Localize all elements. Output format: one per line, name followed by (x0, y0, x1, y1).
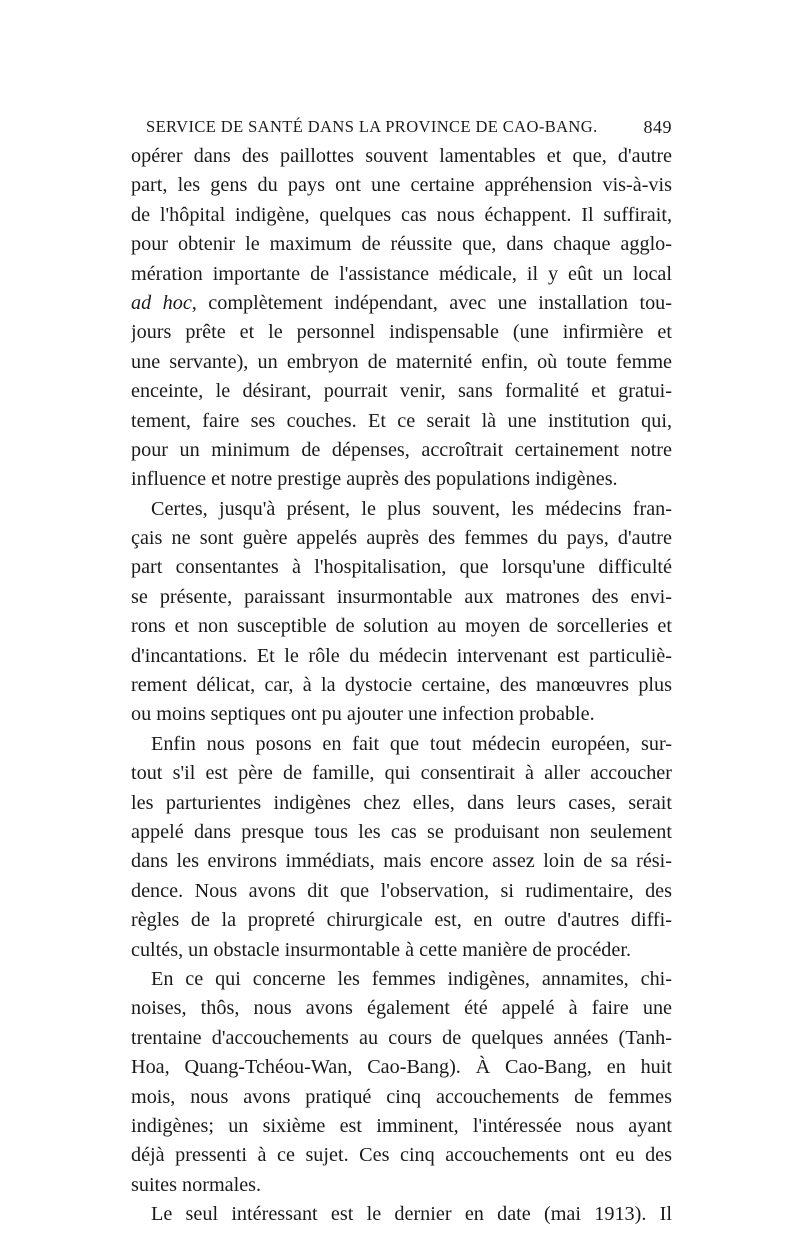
text-line: noises, thôs, nous avons également été appelé à faire une (131, 997, 672, 1020)
text-line: suites normales. (131, 1173, 262, 1196)
text-line: pour obtenir le maximum de réussite que, dans chaque agglo- (131, 233, 672, 256)
text-line: indigènes; un sixième est imminent, l'intéressée nous ayant (131, 1114, 672, 1137)
text-line: mois, nous avons pratiqué cinq accouchements de femmes (131, 1085, 672, 1108)
text-line: Le seul intéressant est le dernier en date (mai 1913). Il (151, 1203, 672, 1226)
text-line: En ce qui concerne les femmes indigènes, annamites, chi- (151, 967, 672, 990)
text-line: une servante), un embryon de maternité enfin, où toute femme (131, 350, 672, 373)
text-line: çais ne sont guère appelés auprès des femmes du pays, d'autre (131, 527, 672, 550)
paragraph-3 (131, 730, 672, 965)
text-line: part consentantes à l'hospitalisation, que lorsqu'une difficulté (131, 556, 672, 579)
paragraph-2 (131, 495, 672, 730)
text-line: tout s'il est père de famille, qui consentirait à aller accoucher (131, 762, 672, 785)
text-line: Certes, jusqu'à présent, le plus souvent, les médecins fran- (151, 497, 672, 520)
text-line: les parturientes indigènes chez elles, dans leurs cases, serait (131, 791, 672, 814)
text-line: jours prête et le personnel indispensable (une infirmière et (131, 321, 672, 344)
paragraph-4 (131, 965, 672, 1200)
text-line: ou moins septiques ont pu ajouter une infection probable. (131, 703, 595, 726)
text-line: mération importante de l'assistance médicale, il y eût un local (131, 262, 672, 285)
text-line: opérer dans des paillottes souvent lamentables et que, d'autre (131, 145, 672, 167)
running-title: SERVICE DE SANTÉ DANS LA PROVINCE DE CAO-BANG. (146, 117, 598, 136)
text-line: influence et notre prestige auprès des populations indigènes. (131, 468, 618, 491)
text-line: pour un minimum de dépenses, accroîtrait certainement notre (131, 438, 672, 461)
text-line: cultés, un obstacle insurmontable à cette manière de procéder. (131, 938, 631, 961)
text-line: Hoa, Quang-Tchéou-Wan, Cao-Bang). À Cao-Bang, en huit (131, 1056, 672, 1079)
running-header (146, 112, 672, 142)
text-line: règles de la propreté chirurgicale est, en outre d'autres diffi- (131, 909, 672, 932)
paragraph-5 (131, 1200, 672, 1229)
text-line: dans les environs immédiats, mais encore assez loin de sa rési- (131, 850, 672, 873)
book-page (131, 112, 672, 1229)
text-line: de l'hôpital indigène, quelques cas nous échappent. Il suffirait, (131, 203, 672, 226)
text-line: Enfin nous posons en fait que tout médecin européen, sur- (151, 732, 672, 755)
text-line-ad-hoc: ad hoc, complètement indépendant, avec une installation tou- (131, 291, 672, 314)
text-line: tement, faire ses couches. Et ce serait là une institution qui, (131, 409, 672, 432)
text-line: se présente, paraissant insurmontable aux matrones des envi- (131, 585, 672, 608)
text-line: dence. Nous avons dit que l'observation, si rudimentaire, des (131, 879, 672, 902)
latin-phrase: ad hoc (131, 291, 192, 314)
text-line: part, les gens du pays ont une certaine appréhension vis-à-vis (131, 174, 672, 197)
text-line: déjà pressenti à ce sujet. Ces cinq accouchements ont eu des (131, 1144, 672, 1167)
page-number: 849 (643, 117, 672, 137)
text-line: d'incantations. Et le rôle du médecin intervenant est particuliè- (131, 644, 672, 667)
text-line: trentaine d'accouchements au cours de quelques années (Tanh- (131, 1026, 672, 1049)
text-line: enceinte, le désirant, pourrait venir, sans formalité et gratui- (131, 380, 672, 403)
text-line: appelé dans presque tous les cas se produisant non seulement (131, 820, 672, 843)
text-line: rement délicat, car, à la dystocie certaine, des manœuvres plus (131, 674, 672, 697)
paragraph-1 (131, 142, 672, 495)
text-line: rons et non susceptible de solution au moyen de sorcelleries et (131, 615, 672, 638)
body-text (131, 142, 672, 1229)
